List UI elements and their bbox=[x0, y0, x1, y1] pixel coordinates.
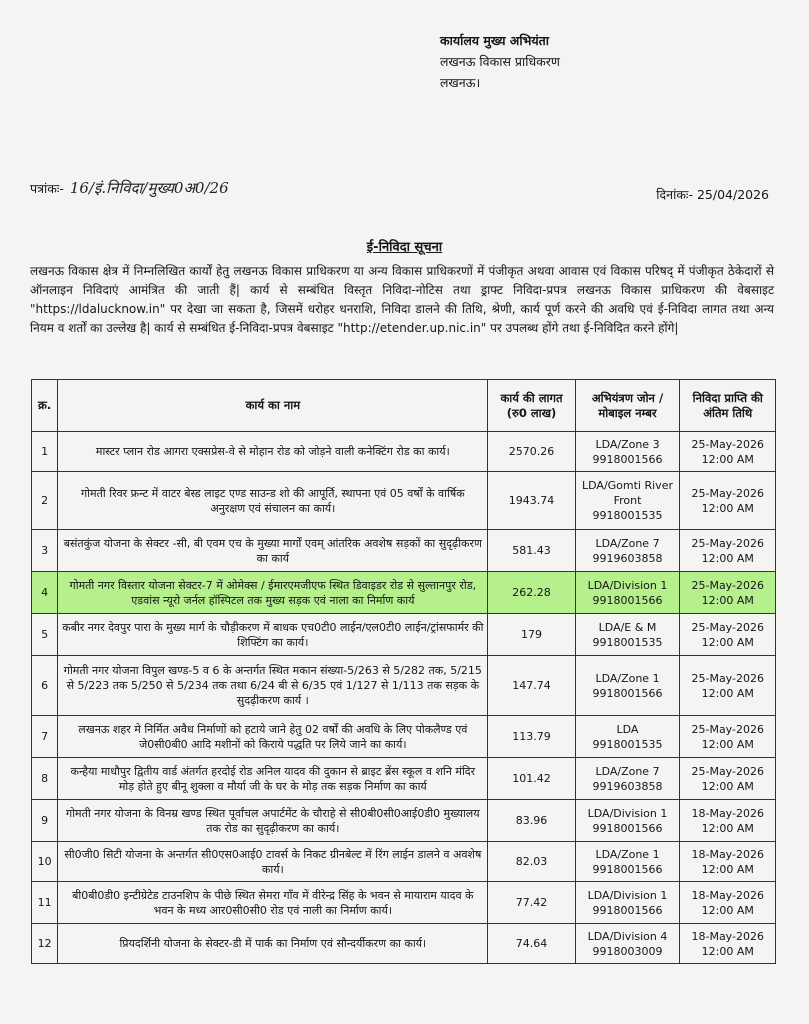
row-time-value: 12:00 AM bbox=[701, 452, 754, 466]
row-zone-value: LDA/Division 4 bbox=[587, 929, 668, 943]
row-work-value: गोमती नगर विस्तार योजना सेक्टर-7 में ओमेक्स / ईमारएमजीएफ स्थित डिवाइडर रोड से सुल्तानपुर रोड, एडवांस न्यूरो जर्नल हॉस्पिटल तक मुख्य सड़क एवं नाला का निर्माण कार्य bbox=[69, 578, 477, 607]
row-deadline bbox=[680, 716, 776, 758]
date-label: दिनांकः- bbox=[656, 187, 693, 202]
row-work-value: गोमती नगर योजना विपुल खण्ड-5 व 6 के अन्तर्गत स्थित मकान संख्या-5/263 से 5/282 तक, 5/215 से 5/223 तक 5/250 से 5/234 तक तथा 6/24 बी से 6/35 एवं 1/127 से 1/113 तक सड़क के सुदढ़ीकरण कार्य । bbox=[63, 664, 482, 707]
row-sno bbox=[32, 882, 58, 924]
row-cost bbox=[488, 472, 575, 530]
authority-name: लखनऊ विकास प्राधिकरण bbox=[440, 54, 560, 69]
table-row bbox=[32, 800, 776, 842]
row-sno bbox=[32, 656, 58, 716]
table-row bbox=[32, 716, 776, 758]
row-zone bbox=[575, 432, 680, 472]
row-sno-value: 6 bbox=[41, 679, 49, 692]
row-zone-value: LDA/Zone 7 bbox=[595, 764, 660, 778]
row-date-value: 25-May-2026 bbox=[691, 764, 764, 778]
row-sno-value: 3 bbox=[41, 544, 49, 557]
row-mobile-value: 9918001566 bbox=[592, 821, 663, 835]
notice-date bbox=[656, 186, 769, 203]
row-work-value: कबीर नगर देवपुर पारा के मुख्य मार्ग के चौड़ीकरण में बाधक एच0टी0 लाईन/एल0टी0 लाईन/ट्रांसफार्मर की शिफ्टिंग का कार्य। bbox=[62, 620, 484, 649]
table-row bbox=[32, 842, 776, 882]
row-mobile-value: 9918001535 bbox=[592, 509, 663, 522]
row-time-value: 12:00 AM bbox=[701, 635, 754, 649]
row-cost bbox=[488, 882, 575, 924]
table-row bbox=[32, 758, 776, 800]
row-work-value: लखनऊ शहर मे निर्मित अवैध निर्माणों को हटाये जाने हेतु 02 वर्षों की अवधि के लिए पोकलैण्ड एवं जे0सी0बी0 आदि मशीनों को किराये पद्धति पर लिये जाने का कार्य। bbox=[78, 722, 468, 751]
row-date-value: 18-May-2026 bbox=[691, 806, 764, 820]
row-zone-value: LDA bbox=[616, 722, 639, 736]
row-zone-value: LDA/E & M bbox=[598, 620, 657, 634]
row-cost-value: 1943.74 bbox=[508, 494, 555, 507]
row-date-value: 18-May-2026 bbox=[691, 888, 764, 902]
row-sno-value: 12 bbox=[37, 937, 52, 950]
row-cost bbox=[488, 572, 575, 614]
row-cost-value: 179 bbox=[521, 628, 542, 641]
row-sno bbox=[32, 530, 58, 572]
row-zone-value: LDA/Division 1 bbox=[587, 888, 668, 902]
row-sno bbox=[32, 800, 58, 842]
row-mobile-value: 9919603858 bbox=[592, 779, 663, 793]
row-deadline bbox=[680, 572, 776, 614]
row-work-value: बी0बी0डी0 इन्टीग्रेटेड टाउनशिप के पीछे स्थित सेमरा गाँव में वीरेन्द्र सिंह के भवन से मायाराम यादव के भवन के मध्य आर0सी0सी0 रोड एवं नाली का निर्माण कार्य। bbox=[72, 888, 474, 917]
header-zone: अभियंत्रण जोन / मोबाइल नम्बर bbox=[575, 380, 680, 432]
row-work bbox=[58, 614, 488, 656]
row-cost-value: 113.79 bbox=[512, 730, 551, 743]
header-work: कार्य का नाम bbox=[58, 380, 488, 432]
row-work bbox=[58, 530, 488, 572]
row-time-value: 12:00 AM bbox=[701, 944, 754, 958]
table-row bbox=[32, 530, 776, 572]
notice-title: ई-निविदा सूचना bbox=[366, 240, 443, 255]
row-sno bbox=[32, 432, 58, 472]
row-work bbox=[58, 882, 488, 924]
row-sno bbox=[32, 614, 58, 656]
row-deadline bbox=[680, 432, 776, 472]
row-cost bbox=[488, 432, 575, 472]
date-value: 25/04/2026 bbox=[696, 187, 769, 202]
row-cost bbox=[488, 924, 575, 964]
row-work bbox=[58, 656, 488, 716]
header-sno: क्र. bbox=[32, 380, 58, 432]
row-mobile-value: 9918001566 bbox=[592, 452, 663, 466]
row-sno-value: 10 bbox=[37, 855, 52, 868]
row-zone bbox=[575, 842, 680, 882]
row-zone-value: LDA/Zone 1 bbox=[595, 847, 660, 861]
row-deadline bbox=[680, 530, 776, 572]
row-sno-value: 1 bbox=[41, 445, 49, 458]
row-mobile-value: 9918001535 bbox=[592, 635, 663, 649]
row-zone bbox=[575, 530, 680, 572]
row-work bbox=[58, 572, 488, 614]
row-date-value: 25-May-2026 bbox=[691, 620, 764, 634]
row-cost bbox=[488, 800, 575, 842]
row-cost-value: 74.64 bbox=[515, 937, 548, 950]
row-cost-value: 2570.26 bbox=[508, 445, 555, 458]
row-zone-value: LDA/Division 1 bbox=[587, 578, 668, 592]
row-date-value: 25-May-2026 bbox=[691, 722, 764, 736]
row-sno-value: 9 bbox=[41, 814, 49, 827]
row-zone-value: LDA/Zone 7 bbox=[595, 536, 660, 550]
row-mobile-value: 9918001566 bbox=[592, 903, 663, 917]
row-cost bbox=[488, 842, 575, 882]
row-work bbox=[58, 432, 488, 472]
row-time-value: 12:00 AM bbox=[701, 903, 754, 917]
row-deadline bbox=[680, 800, 776, 842]
row-deadline bbox=[680, 924, 776, 964]
row-deadline bbox=[680, 842, 776, 882]
row-sno-value: 11 bbox=[37, 896, 52, 909]
row-zone-value: LDA/Zone 3 bbox=[595, 437, 660, 451]
table-row bbox=[32, 614, 776, 656]
row-zone bbox=[575, 800, 680, 842]
table-row bbox=[32, 924, 776, 964]
row-zone bbox=[575, 882, 680, 924]
row-sno bbox=[32, 716, 58, 758]
row-cost-value: 101.42 bbox=[512, 772, 551, 785]
row-date-value: 25-May-2026 bbox=[691, 578, 764, 592]
row-date-value: 25-May-2026 bbox=[691, 437, 764, 451]
table-row bbox=[32, 572, 776, 614]
row-time-value: 12:00 AM bbox=[701, 686, 754, 700]
reference-label: पत्रांकः- bbox=[30, 181, 64, 196]
header-deadline: निविदा प्राप्ति की अंतिम तिथि bbox=[680, 380, 776, 432]
row-zone-value: LDA/Division 1 bbox=[587, 806, 668, 820]
row-zone bbox=[575, 572, 680, 614]
row-sno-value: 7 bbox=[41, 730, 49, 743]
table-body bbox=[32, 432, 776, 964]
row-work-value: गोमती नगर योजना के विनम्र खण्ड स्थित पूर्वांचल अपार्टमेंट के चौराहे से सी0बी0सी0आई0डी0 मुख्यालय तक रोड का सुदृढ़ीकरण का कार्य। bbox=[66, 806, 480, 835]
row-work-value: मास्टर प्लान रोड आगरा एक्सप्रेस-वे से मोहान रोड को जोड़ने वाली कनेक्टिंग रोड का कार्य। bbox=[95, 445, 450, 458]
table-header-row bbox=[32, 380, 776, 432]
table-row bbox=[32, 882, 776, 924]
row-zone bbox=[575, 614, 680, 656]
row-zone-value: LDA/Zone 1 bbox=[595, 671, 660, 685]
row-date-value: 18-May-2026 bbox=[691, 929, 764, 943]
row-mobile-value: 9919603858 bbox=[592, 551, 663, 565]
row-time-value: 12:00 AM bbox=[701, 593, 754, 607]
row-zone bbox=[575, 472, 680, 530]
row-deadline bbox=[680, 758, 776, 800]
tender-table bbox=[31, 379, 776, 964]
intro-paragraph: लखनऊ विकास क्षेत्र में निम्नलिखित कार्यों हेतु लखनऊ विकास प्राधिकरण या अन्य विकास प्राधिकरणों में पंजीकृत अथवा आवास एवं विकास परिषद् में पंजीकृत ठेकेदारों से ऑनलाइन निविदाएं आमंत्रित की जाती हैं| कार्य से सम्बंधित विस्तृत निविदा-नोटिस तथा ड्राफ्ट निविदा-प्रपत्र लखनऊ विकास प्राधिकरण की वेबसाइट "https://ldalucknow.in" पर देखा जा सकता है, जिसमें धरोहर धनराशि, निविदा डालने की तिथि, श्रेणी, कार्य पूर्ण करने की अवधि एवं ई-निविदा लागत तथा अन्य नियम व शर्तों का उल्लेख है| कार्य से सम्बंधित ई-निविदा-प्रपत्र वेबसाइट "http://etender.up.nic.in" पर उपलब्ध होंगे तथा ई-निविदित करने होंगे| bbox=[30, 264, 774, 335]
row-work-value: प्रियदर्शिनी योजना के सेक्टर-डी में पार्क का निर्माण एवं सौन्दर्यीकरण का कार्य। bbox=[119, 937, 427, 950]
row-cost bbox=[488, 530, 575, 572]
row-zone-value: LDA/Gomti River Front bbox=[582, 479, 673, 507]
row-sno bbox=[32, 758, 58, 800]
row-zone bbox=[575, 716, 680, 758]
city-name: लखनऊ। bbox=[440, 75, 481, 90]
header-cost: कार्य की लागत (रु0 लाख) bbox=[488, 380, 575, 432]
office-header bbox=[440, 30, 560, 93]
row-work bbox=[58, 758, 488, 800]
row-time-value: 12:00 AM bbox=[701, 779, 754, 793]
row-sno bbox=[32, 472, 58, 530]
row-work bbox=[58, 472, 488, 530]
row-time-value: 12:00 AM bbox=[701, 821, 754, 835]
row-cost bbox=[488, 614, 575, 656]
row-date-value: 25-May-2026 bbox=[691, 671, 764, 685]
row-sno-value: 2 bbox=[41, 494, 49, 507]
row-zone bbox=[575, 656, 680, 716]
row-date-value: 25-May-2026 bbox=[691, 536, 764, 550]
row-work-value: सी0जी0 सिटी योजना के अन्तर्गत सी0एस0आई0 टावर्स के निकट ग्रीनबेल्ट में रिंग लाईन डालने व अवशेष कार्य। bbox=[64, 847, 482, 876]
row-time-value: 12:00 AM bbox=[701, 737, 754, 751]
reference-number bbox=[30, 178, 229, 198]
row-mobile-value: 9918001566 bbox=[592, 862, 663, 876]
row-mobile-value: 9918001566 bbox=[592, 686, 663, 700]
row-cost-value: 83.96 bbox=[515, 814, 548, 827]
row-work-value: बसंतकुंज योजना के सेक्टर -सी, बी एवम एच के मुख्या मार्गों एवम् आंतरिक अवशेष सड़कों का सुदृढ़ीकरण का कार्य bbox=[63, 536, 482, 565]
row-deadline bbox=[680, 472, 776, 530]
row-date-value: 18-May-2026 bbox=[691, 847, 764, 861]
row-sno-value: 4 bbox=[41, 586, 49, 599]
row-work bbox=[58, 800, 488, 842]
row-cost bbox=[488, 758, 575, 800]
row-mobile-value: 9918003009 bbox=[592, 944, 663, 958]
table-row bbox=[32, 656, 776, 716]
reference-handwritten: 16/इं.निविदा/मुख्य0अ0/26 bbox=[69, 179, 229, 197]
row-cost bbox=[488, 716, 575, 758]
row-sno-value: 8 bbox=[41, 772, 49, 785]
row-cost-value: 262.28 bbox=[512, 586, 551, 599]
row-sno bbox=[32, 572, 58, 614]
row-work bbox=[58, 716, 488, 758]
row-cost-value: 581.43 bbox=[512, 544, 551, 557]
row-work-value: कन्हैया माधौपुर द्वितीय वार्ड अंतर्गत हरदोई रोड अनिल यादव की दुकान से ब्राइट ब्रेंस स्कूल व शनि मंदिर मोड़ होते हुए बीनू शुक्ला व मौर्या जी के घर के मोड़ तक सड़क निर्माण का कार्य bbox=[70, 764, 476, 793]
row-cost-value: 147.74 bbox=[512, 679, 551, 692]
row-deadline bbox=[680, 656, 776, 716]
row-mobile-value: 9918001566 bbox=[592, 593, 663, 607]
row-mobile-value: 9918001535 bbox=[592, 737, 663, 751]
row-sno bbox=[32, 924, 58, 964]
office-title: कार्यालय मुख्य अभियंता bbox=[440, 33, 549, 48]
row-work bbox=[58, 924, 488, 964]
table-row bbox=[32, 472, 776, 530]
row-time-value: 12:00 AM bbox=[701, 862, 754, 876]
row-cost-value: 82.03 bbox=[515, 855, 548, 868]
row-cost bbox=[488, 656, 575, 716]
row-cost-value: 77.42 bbox=[515, 896, 548, 909]
table-row bbox=[32, 432, 776, 472]
row-work bbox=[58, 842, 488, 882]
row-zone bbox=[575, 924, 680, 964]
row-sno bbox=[32, 842, 58, 882]
row-zone bbox=[575, 758, 680, 800]
row-time-value: 12:00 AM bbox=[701, 501, 754, 515]
row-date-value: 25-May-2026 bbox=[691, 486, 764, 500]
row-deadline bbox=[680, 882, 776, 924]
row-sno-value: 5 bbox=[41, 628, 49, 641]
row-work-value: गोमती रिवर फ्रन्ट में वाटर बेस्ड लाइट एण्ड साउन्ड शो की आपूर्ति, स्थापना एवं 05 वर्षों के वार्षिक अनुरक्षण एवं संचालन का कार्य। bbox=[80, 486, 465, 515]
row-time-value: 12:00 AM bbox=[701, 551, 754, 565]
row-deadline bbox=[680, 614, 776, 656]
